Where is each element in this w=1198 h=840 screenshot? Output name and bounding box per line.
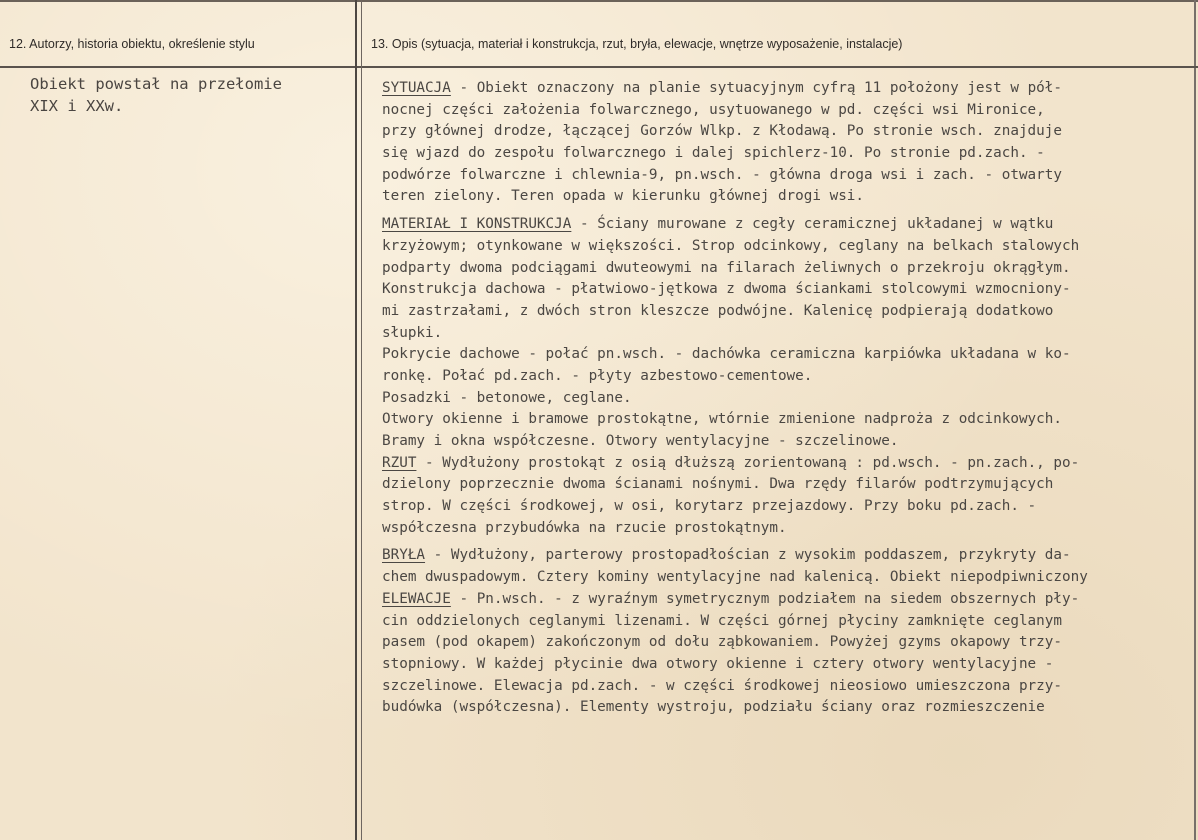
text-line: Bramy i okna współczesne. Otwory wentylacyjne - szczelinowe. <box>382 433 899 449</box>
text-line: krzyżowym; otynkowane w większości. Strop odcinkowy, ceglany na belkach stalowych <box>382 237 1080 254</box>
text-line: MATERIAŁ I KONSTRUKCJA - Ściany murowane z cegły ceramicznej układanej w wątku <box>382 216 1054 233</box>
right-border <box>1194 0 1196 840</box>
header-divider <box>0 66 1198 68</box>
field-12-content <box>30 74 282 117</box>
text-line: podparty dwoma podciągami dwuteowymi na filarach żeliwnych o przekroju okrągłym. <box>382 259 1071 276</box>
text-line: nocnej części założenia folwarcznego, usytuowanego w pd. części wsi Mironice, <box>382 101 1045 118</box>
text-line: przy głównej drodze, łączącej Gorzów Wlkp. z Kłodawą. Po stronie wsch. znajduje <box>382 123 1062 140</box>
section-heading-elewacje: ELEWACJE <box>382 590 451 607</box>
field-12-header: 12. Autorzy, historia obiektu, określenie stylu <box>9 37 255 51</box>
text-line: cin oddzielonych ceglanymi lizenami. W części górnej płyciny zamknięte ceglanym <box>382 612 1062 629</box>
text-line: mi zastrzałami, z dwóch stron kleszcze podwójne. Kalenicę podpierają dodatkowo <box>382 302 1054 319</box>
field-13-header: 13. Opis (sytuacja, materiał i konstrukcja, rzut, bryła, elewacje, wnętrze wyposażenie, instalacje) <box>371 37 903 51</box>
text-line: Posadzki - betonowe, ceglane. <box>382 389 632 406</box>
text-line: stopniowy. W każdej płycinie dwa otwory okienne i cztery otwory wentylacyjne - <box>382 655 1054 672</box>
text-line: ELEWACJE - Pn.wsch. - z wyraźnym symetrycznym podziałem na siedem obszernych pły- <box>382 590 1080 607</box>
text-line: Konstrukcja dachowa - płatwiowo-jętkowa z dwoma ściankami stolcowymi wzmocniony- <box>382 281 1071 298</box>
text-line: budówka (współczesna). Elementy wystroju, podziału ściany oraz rozmieszczenie <box>382 699 1045 716</box>
text-line: SYTUACJA - Obiekt oznaczony na planie sytuacyjnym cyfrą 11 położony jest w pół- <box>382 80 1063 96</box>
text-line: Pokrycie dachowe - połać pn.wsch. - dachówka ceramiczna karpiówka układana w ko- <box>382 346 1071 363</box>
text-line: strop. W części środkowej, w osi, korytarz przejazdowy. Przy boku pd.zach. - <box>382 498 1037 515</box>
field-13-content <box>382 78 1088 719</box>
text-line: się wjazd do zespołu folwarcznego i dalej spichlerz-10. Po stronie pd.zach. - <box>382 145 1045 162</box>
text-line: XIX i XXw. <box>30 96 124 115</box>
text-line: słupki. <box>382 324 443 341</box>
section-heading-bryla: BRYŁA <box>382 547 426 564</box>
text-line: pasem (pod okapem) zakończonym od dołu ząbkowaniem. Powyżej gzyms okapowy trzy- <box>382 634 1062 651</box>
text-line: teren zielony. Teren opada w kierunku głównej drogi wsi. <box>382 188 865 205</box>
text-line: Otwory okienne i bramowe prostokątne, wtórnie zmienione nadproża z odcinkowych. <box>382 411 1062 428</box>
text-line: Obiekt powstał na przełomie <box>30 75 282 93</box>
text-line: szczelinowe. Elewacja pd.zach. - w części środkowej nieosiowo umieszczona przy- <box>382 677 1062 694</box>
section-heading-sytuacja: SYTUACJA <box>382 80 451 96</box>
text-line: podwórze folwarczne i chlewnia-9, pn.wsch. - główna droga wsi i zach. - otwarty <box>382 166 1062 183</box>
text-line: chem dwuspadowym. Cztery kominy wentylacyjne nad kalenicą. Obiekt niepodpiwniczony <box>382 569 1088 586</box>
top-border <box>0 0 1198 2</box>
text-line: współczesna przybudówka na rzucie prostokątnym. <box>382 519 787 536</box>
section-heading-material: MATERIAŁ I KONSTRUKCJA <box>382 216 572 233</box>
text-line: RZUT - Wydłużony prostokąt z osią dłuższą zorientowaną : pd.wsch. - pn.zach., po- <box>382 454 1080 471</box>
text-line: BRYŁA - Wydłużony, parterowy prostopadłościan z wysokim poddaszem, przykryty da- <box>382 547 1071 564</box>
text-line: ronkę. Połać pd.zach. - płyty azbestowo-cementowe. <box>382 367 813 384</box>
column-divider <box>355 0 357 840</box>
text-line: dzielony poprzecznie dwoma ścianami nośnymi. Dwa rzędy filarów podtrzymujących <box>382 476 1054 493</box>
column-divider-inner <box>361 0 362 840</box>
section-heading-rzut: RZUT <box>382 454 417 471</box>
